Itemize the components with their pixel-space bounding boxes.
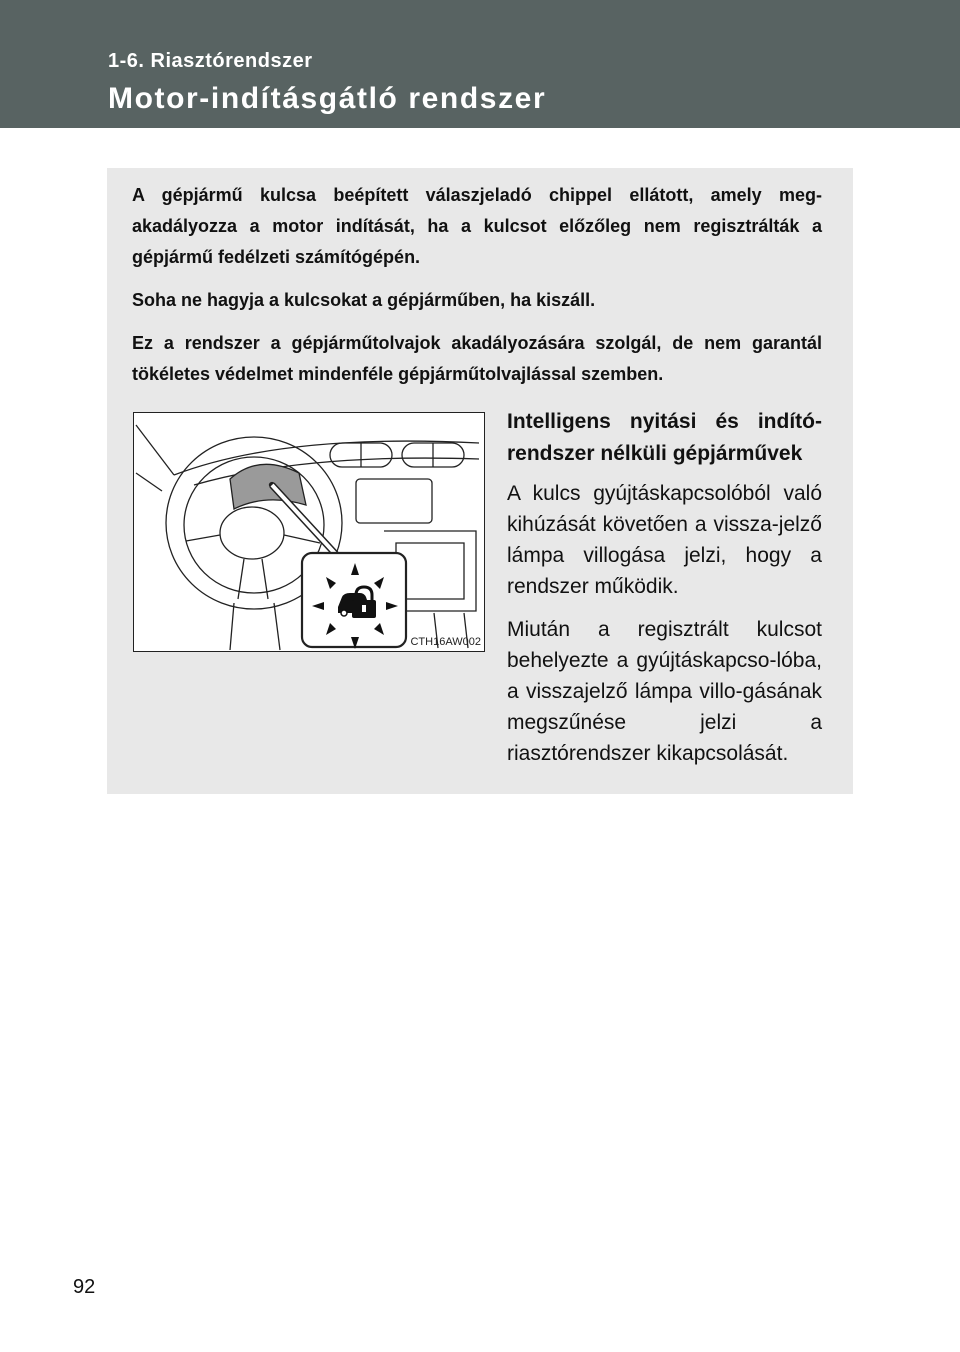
header-bar (0, 0, 960, 128)
dashboard-drawing (134, 413, 484, 651)
side-heading: Intelligens nyitási és indító-rendszer nélküli gépjárművek (507, 410, 822, 465)
dashboard-illustration (133, 412, 485, 652)
pointer-line-light (272, 485, 342, 561)
steering-spokes (186, 535, 320, 599)
instrument-cluster (230, 464, 306, 509)
vent-dividers (361, 443, 433, 467)
figure-code: CTH16AW002 (410, 636, 481, 648)
page-number: 92 (73, 1276, 96, 1298)
a-pillar-line (136, 425, 174, 475)
side-paragraph-1: A kulcs gyújtáskapcsolóból való kihúzását követően a vissza-jelző lámpa villogása jelzi, hogy a rendszer működik. (507, 482, 822, 598)
steering-hub (220, 507, 284, 559)
page-title: Motor-indításgátló rendszer (108, 82, 547, 115)
intro-paragraph-1: A gépjármű kulcsa beépített válaszjeladó chippel ellátott, amely meg-akadályozza a motor indítását, ha a kulcsot előzőleg nem regisztrálták a gépjármű fedélzeti számítógépén. (132, 185, 822, 267)
side-paragraph-2: Miután a regisztrált kulcsot behelyezte a gyújtáskapcso-lóba, a visszajelző lámpa villo-gásának megszűnése jelzi a riasztórendszer kikapcsolását. (507, 618, 822, 765)
intro-text (132, 180, 822, 402)
side-text (507, 406, 822, 781)
intro-paragraph-3: Ez a rendszer a gépjárműtolvajok akadályozására szolgál, de nem garantál tökéletes védelmet mindenféle gépjárműtolvajlással szemben. (132, 333, 822, 384)
intro-paragraph-2: Soha ne hagyja a kulcsokat a gépjárműben, ha kiszáll. (132, 290, 596, 310)
door-line (136, 473, 162, 491)
section-label: 1-6. Riasztórendszer (108, 50, 313, 72)
center-display (356, 479, 432, 523)
steering-column (230, 603, 280, 650)
